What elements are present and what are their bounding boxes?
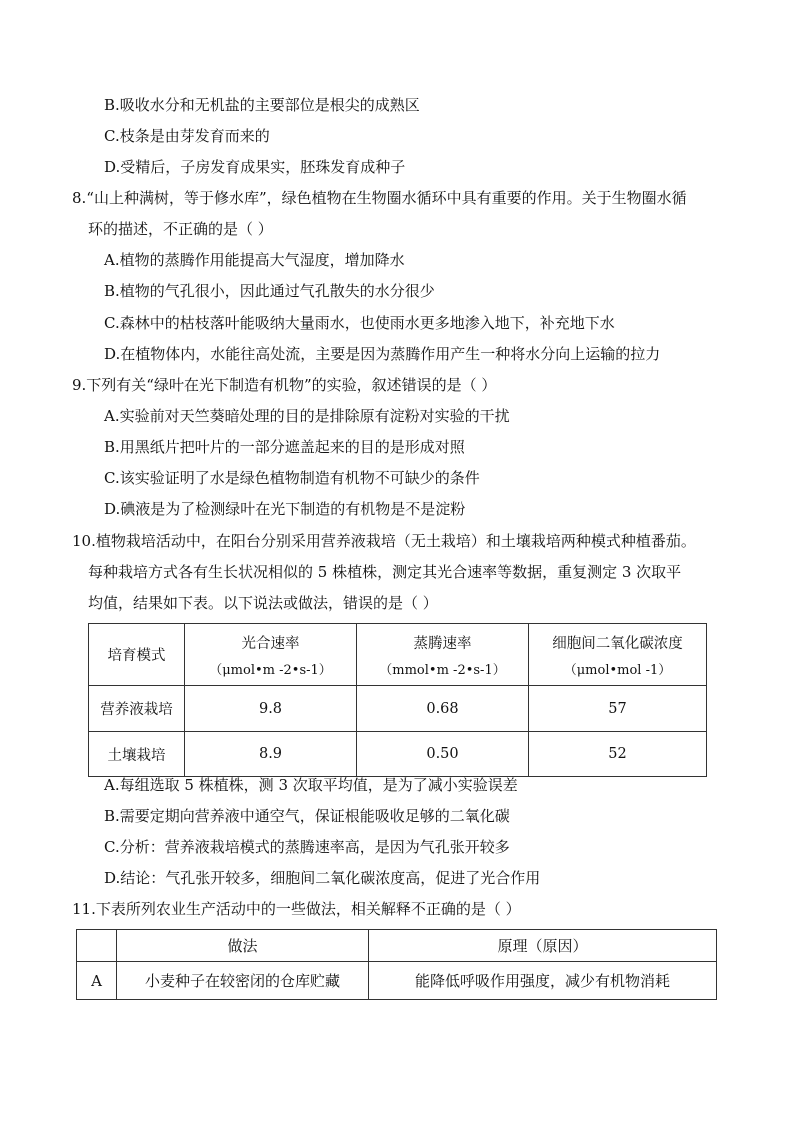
q10-option-a: A.每组选取 5 株植株，测 3 次取平均值，是为了减小实验误差 [104,776,518,794]
q11-table [76,929,717,1000]
q8-option-b: B.植物的气孔很小，因此通过气孔散失的水分很少 [104,282,435,300]
q10-option-d: D.结论：气孔张开较多，细胞间二氧化碳浓度高，促进了光合作用 [104,869,541,887]
q11-stem: 11.下表所列农业生产活动中的一些做法，相关解释不正确的是（ ） [72,900,521,918]
q9-option-c: C.该实验证明了水是绿色植物制造有机物不可缺少的条件 [104,469,480,487]
table-cell: 小麦种子在较密闭的仓库贮藏 [117,962,369,1000]
header-cell-transpiration: 蒸腾速率 （mmol•m -2•s-1） [357,624,529,686]
q9-option-a: A.实验前对天竺葵暗处理的目的是排除原有淀粉对实验的干扰 [104,407,510,425]
q8-option-c: C.森林中的枯枝落叶能吸纳大量雨水，也使雨水更多地渗入地下，补充地下水 [104,314,615,332]
q8-stem-line2: 环的描述，不正确的是（ ） [88,220,273,238]
header-cell-co2: 细胞间二氧化碳浓度 （μmol•mol -1） [529,624,707,686]
table-cell: 土壤栽培 [89,732,185,777]
table-row [89,686,707,732]
unit-transpiration: （mmol•m -2•s-1） [379,662,506,678]
header-cell-label [77,930,117,962]
q10-option-b: B.需要定期向营养液中通空气，保证根能吸收足够的二氧化碳 [104,807,510,825]
table-cell: 8.9 [185,732,357,777]
unit-co2: （μmol•mol -1） [563,662,672,678]
q10-stem-line1: 10.植物栽培活动中，在阳台分别采用营养液栽培（无土栽培）和土壤栽培两种模式种植番茄。 [72,532,696,550]
table-row [89,732,707,777]
q10-data-table [88,623,707,777]
header-cell-principle: 原理（原因） [369,930,717,962]
unit-photosynthesis: （μmol•m -2•s-1） [209,662,332,678]
q9-option-b: B.用黑纸片把叶片的一部分遮盖起来的目的是形成对照 [104,438,465,456]
q10-stem-line2: 每种栽培方式各有生长状况相似的 5 株植株，测定其光合速率等数据，重复测定 3 次取平 [88,563,682,581]
table-cell: 营养液栽培 [89,686,185,732]
header-cell-photosynthesis: 光合速率 （μmol•m -2•s-1） [185,624,357,686]
q7-option-c: C.枝条是由芽发育而来的 [104,127,270,145]
q8-option-a: A.植物的蒸腾作用能提高大气湿度，增加降水 [104,251,405,269]
table-row [77,962,717,1000]
header-cell-practice: 做法 [117,930,369,962]
table-cell: 57 [529,686,707,732]
table-cell: 9.8 [185,686,357,732]
q10-stem-line3: 均值，结果如下表。以下说法或做法，错误的是（ ） [88,594,438,612]
q8-stem-line1: 8.“山上种满树，等于修水库”，绿色植物在生物圈水循环中具有重要的作用。关于生物圈水循 [72,189,687,207]
header-cell-mode: 培育模式 [89,624,185,686]
table-cell: A [77,962,117,1000]
table-header-row [77,930,717,962]
q9-stem: 9.下列有关“绿叶在光下制造有机物”的实验，叙述错误的是（ ） [72,376,497,394]
table-cell: 0.50 [357,732,529,777]
q10-option-c: C.分析：营养液栽培模式的蒸腾速率高，是因为气孔张开较多 [104,838,510,856]
q7-option-b: B.吸收水分和无机盐的主要部位是根尖的成熟区 [104,96,420,114]
table-header-row [89,624,707,686]
table-cell: 能降低呼吸作用强度，减少有机物消耗 [369,962,717,1000]
q9-option-d: D.碘液是为了检测绿叶在光下制造的有机物是不是淀粉 [104,500,466,518]
q7-option-d: D.受精后，子房发育成果实，胚珠发育成种子 [104,158,406,176]
table-cell: 0.68 [357,686,529,732]
table-cell: 52 [529,732,707,777]
q8-option-d: D.在植物体内，水能往高处流，主要是因为蒸腾作用产生一种将水分向上运输的拉力 [104,345,661,363]
